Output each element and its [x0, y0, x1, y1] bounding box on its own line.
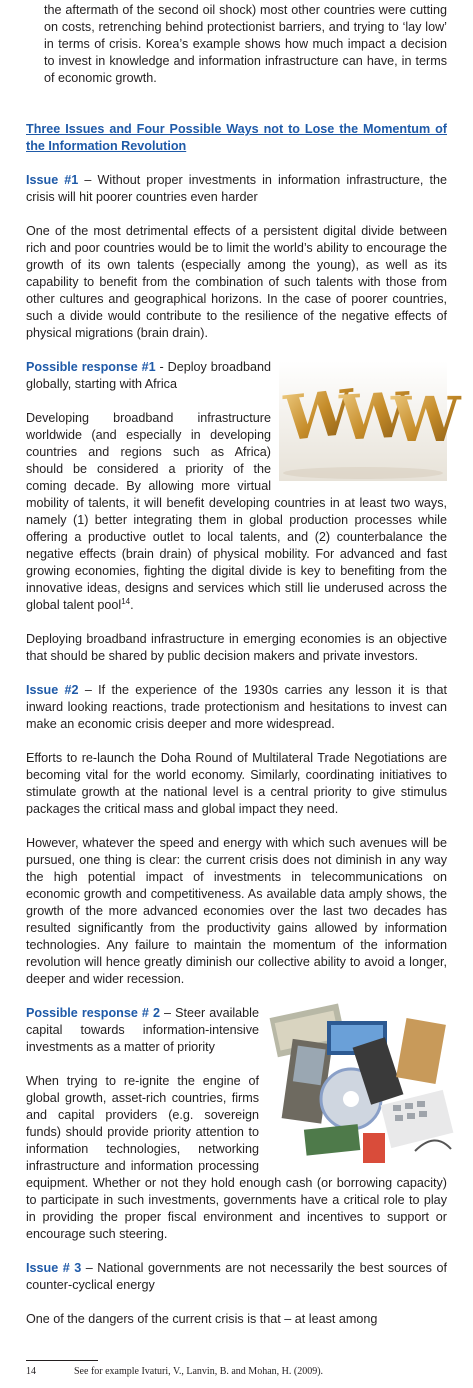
footnote-divider [26, 1360, 98, 1361]
issue-3-body: One of the dangers of the current crisis is that – at least among [26, 1312, 378, 1326]
response-2-label: Possible response # 2 [26, 1006, 160, 1020]
issue-1 [26, 172, 447, 206]
response-1-body-text: Developing broadband infrastructure worldwide (and especially in developing countries and regions such as Africa) should be considered a priority of the coming decade. By allowing more virtual mobility of talents, it will benefit developing countries in at least two ways, namely (1) better integrating them in global production processes while offering a productive outlet to local talents, and (2) counterbalance the negative effects (brain drain) of physical mobility. For advanced and fast growing economies, fighting the digital divide is key to benefiting from the innovative ideas, designs and services which still lie underused across the global talent pool [26, 411, 447, 612]
issue-3-label: Issue # 3 [26, 1261, 82, 1275]
response-1-text: - Deploy broadband globally, starting with Africa [26, 360, 271, 391]
issue-1-text: – Without proper investments in information infrastructure, the crisis will hit poorer countries even harder [26, 173, 447, 204]
however-paragraph: However, whatever the speed and energy with which such avenues will be pursued, one thing is clear: the current crisis does not diminish in any way the high potential impact of investments in telecommunications on economic growth and competitiveness. As available data amply shows, the growth of the more advanced economies over the last two decades has resulted significantly from the productivity gains allowed by information technologies. Any failure to maintain the momentum of the information revolution will hence greatly diminish our collective ability to avoid a longer, deeper and wider recession. [26, 836, 447, 986]
www-letters-graphic [279, 361, 461, 481]
www-image [279, 361, 461, 481]
svg-text:W: W [391, 383, 461, 456]
section-heading: Three Issues and Four Possible Ways not to Lose the Momentum of the Information Revolution [26, 122, 447, 153]
issue-1-body: One of the most detrimental effects of a persistent digital divide between rich and poor countries would be to limit the world’s ability to encourage the growth of its own talents (especially among the young), as well as its capability to benefit from the combination of such talents with those from other cultures and geographical horizons. In the case of poorer countries, such a divide would contribute to the resilience of the negative effects of physical migrations (brain drain). [26, 224, 447, 340]
issue-2-text: – If the experience of the 1930s carries any lesson it is that inward looking reactions, trade protectionism and hesitations to invest can make an economic crisis deeper and more widespread. [26, 683, 447, 731]
broadband-objective-paragraph: Deploying broadband infrastructure in emerging economies is an objective that should be shared by public decision makers and private investors. [26, 632, 447, 663]
svg-text:W: W [339, 378, 409, 455]
intro-paragraph: the aftermath of the second oil shock) most other countries were cutting on costs, retrenching behind protectionist barriers, and trying to ‘lay low’ in terms of crisis. Korea’s example shows how much impact a decision to invest in knowledge and information infrastructure can have, in terms of economic growth. [44, 3, 447, 85]
issue-2-label: Issue #2 [26, 683, 79, 697]
issue-3-text: – National governments are not necessarily the best sources of counter-cyclical energy [26, 1261, 447, 1292]
footnote-text: See for example Ivaturi, V., Lanvin, B. and Mohan, H. (2009). [74, 1366, 324, 1377]
response-1-period: . [130, 598, 134, 612]
issue-3 [26, 1260, 447, 1294]
doha-paragraph: Efforts to re-launch the Doha Round of Multilateral Trade Negotiations are becoming vital for the world economy. Similarly, coordinating initiatives to stimulate growth at the national level is a central priority to give stimulus packages the critical mass and global impact they need. [26, 751, 447, 816]
response-1-label: Possible response #1 [26, 360, 156, 374]
svg-text:W: W [283, 375, 353, 456]
issue-1-label: Issue #1 [26, 173, 79, 187]
technology-collage-image [265, 1001, 455, 1169]
issue-2 [26, 682, 447, 733]
footnote-ref-14: 14 [121, 596, 131, 606]
response-2-text: – Steer available capital towards information-intensive investments as a matter of priority [26, 1006, 259, 1054]
footnote [26, 1366, 323, 1377]
technology-collage-graphic [265, 1001, 455, 1169]
response-2-body: When trying to re-ignite the engine of global growth, asset-rich countries, firms and capital providers (e.g. sovereign funds) should provide priority attention to information technologies, networking infrastructure and information processing equipment. Whether or not they hold enough cash (or borrowing capacity) to participate in such investments, governments have a critical role to play in providing the proper fiscal environment and incentives to support or encourage such steering. [26, 1074, 447, 1241]
footnote-number: 14 [26, 1366, 36, 1377]
document-page [26, 0, 461, 1328]
